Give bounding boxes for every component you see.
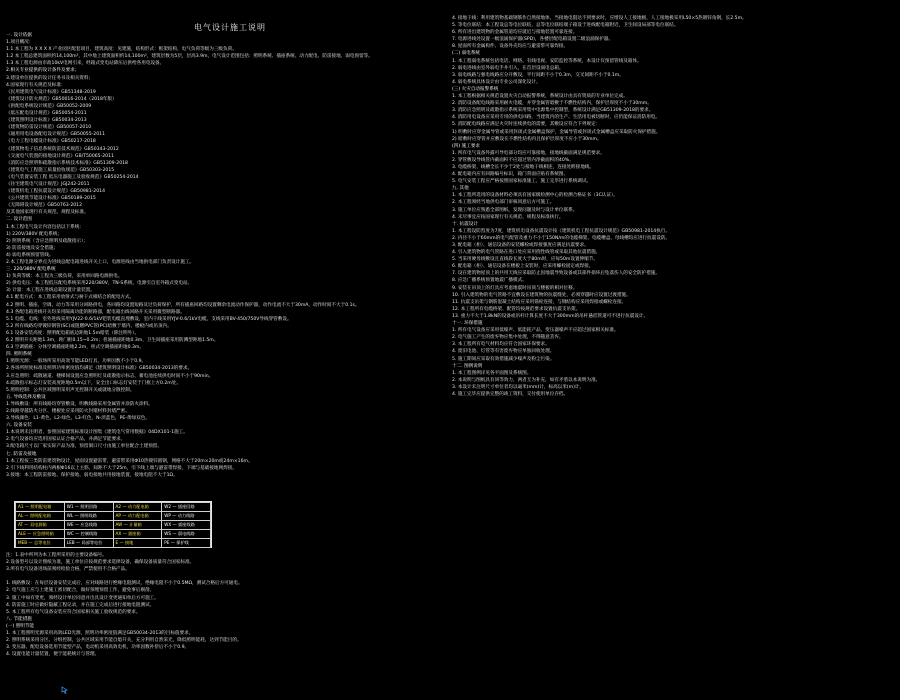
table-cell: WS — 弱电线路: [162, 530, 211, 539]
text-line: 5. 施工期间应采取有效措施减少噪声及粉尘污染。: [452, 356, 555, 362]
table-cell: ALE — 应急照明箱: [16, 530, 65, 539]
text-line: 五. 导线选择及敷设: [6, 394, 46, 400]
text-line: 3.应急照明：疏散通道、楼梯间设置应急照明灯及疏散指示标志，蓄电池连续供电时间不小于90min。: [6, 373, 214, 379]
text-line: 《民用建筑电气设计标准》GB51348-2019: [6, 89, 96, 95]
text-line: 4) 弱电系统预留管线。: [6, 252, 54, 258]
text-line: 1.1 本工程为 X X X X 产业园区配套项目，建筑高度：见建施，结构形式：框架结构，电气负荷等级为三级负荷。: [6, 47, 237, 53]
text-line: 1.导线敷设：所有线路均穿管敷设，明敷线路采用金属管并涂防火涂料。: [6, 401, 153, 407]
text-line: 《建筑设计防火规范》GB50016-2014（2018年版）: [6, 96, 117, 102]
text-line: 九. 其他: [452, 186, 469, 192]
text-line: 2. 电气施工应与土建施工密切配合，做好预埋预留工作，避免事后剔凿。: [6, 588, 155, 594]
text-line: 6. 所有进出建筑物的金属管道均应就近与接地装置可靠连接。: [452, 30, 578, 36]
text-line: 六. 设备安装: [6, 423, 32, 429]
text-line: 4. 未尽事宜应按国家现行有关规范、规程及标准执行。: [452, 214, 564, 220]
pointer-icon: [61, 686, 69, 694]
text-line: 2. 本说明与图纸具有同等效力，两者互为补充，如有矛盾以本说明为准。: [452, 377, 601, 383]
text-line: 2. 弱电进线由室外弱电手井引入，在首层设弱电总箱。: [452, 65, 564, 71]
text-line: 3.所有电气设备进场前须经检验合格，严禁使用不合格产品。: [6, 567, 130, 573]
code-table: [15, 502, 211, 548]
text-line: 4.1 配电方式：本工程采用放射式与树干式相结合的配电方式。: [6, 295, 135, 301]
text-line: 3. 弱电线路与强电线路应分开敷设，平行间距不小于0.3m，交叉间距不小于0.1m。: [452, 72, 624, 78]
text-line: 《通用用电设备配电设计规范》GB50055-2011: [6, 132, 105, 138]
table-cell: AT — 双电源箱: [16, 521, 65, 530]
table-cell: AX — 插座箱: [113, 530, 162, 539]
text-line: 7. 设在建筑物屋顶上的共用天线应采取防止因地震导致设备或其部件损坏后坠落伤人的安全防护措施。: [452, 271, 660, 277]
left-text-column: [6, 32, 438, 479]
text-line: 3.配电箱尺寸以厂家实际产品为准，预留洞口尺寸由施工单位配合土建预留。: [6, 444, 162, 450]
text-line: 1.3 本工程电源由市政10kV电网引来，经箱式变电站降压后供给各用电设备。: [6, 61, 165, 67]
equipment-code-table: [14, 501, 212, 548]
text-line: 2. 内径不小于60mm的电气配管及重力不小于150N/m的电缆梯架、电缆槽盒、母线槽均应进行抗震设防。: [452, 235, 671, 241]
text-line: 5. 消防配电线路应满足火灾时连续供电的需要，其敷设应符合下列规定：: [452, 122, 601, 128]
text-line: 3.建设单位提供的设计任务书及相关资料；: [6, 75, 94, 81]
text-line: 3.导线颜色：L1-黄色，L2-绿色，L3-红色，N-淡蓝色，PE-黄绿双色。: [6, 416, 150, 422]
text-line: 4.国家现行有关规范及标准：: [6, 82, 66, 88]
text-line: 三. 220/380V 配电系统: [6, 267, 56, 273]
text-line: 1.2 本工程总建筑面积约14,100m²，其中地上建筑面积约14,100m²，建筑层数为5层，层高3.9m，电气设计范围包括：照明系统、插座系统、动力配电、防雷接地、弱电预留等。: [6, 54, 373, 60]
table-cell: AP — 动力配电箱: [113, 512, 162, 521]
text-line: 4. 防雷施工时应做好隐蔽工程记录，并在施工完成后进行接地电阻测试。: [6, 602, 155, 608]
table-row: [16, 539, 211, 548]
text-line: 1. 线路敷设：在每层设备安装完成后，应对线路进行绝缘电阻测试，绝缘电阻不小于0.5MΩ，测试合格后方可通电。: [6, 581, 243, 587]
text-line: 8. 应急广播系统预置地震广播模式。: [452, 278, 527, 284]
text-line: 3. 本工程所有电气材料均应符合国家环保要求。: [452, 342, 550, 348]
text-line: 10. 引入建筑物的电气管路不宜敷设在建筑物的抗震缝处，必须穿越时应设置过渡措施。: [452, 292, 631, 298]
text-line: 6.3 空调插座：分体空调插座距地2.2m，柜式空调插座距地0.3m。: [6, 345, 144, 351]
text-line: 1. 所有电气设备应采用低噪声、低能耗产品，变压器噪声不应超过国家相关标准。: [452, 328, 619, 334]
text-line: 1) 明敷时应穿金属导管或采用封闭式金属槽盒保护，金属导管或封闭式金属槽盒应采取防火保护措施。: [452, 129, 661, 135]
text-line: 1.本工程按三类防雷建筑物设计，屋面设置避雷带，避雷带采用Φ10热镀锌圆钢，网格不大于20m×20m或24m×16m。: [6, 458, 253, 464]
text-line: 2) 照明系统（含应急照明及疏散指示）；: [6, 238, 88, 244]
right-text-column: [452, 15, 894, 398]
text-line: 4. 废旧电池、灯管等有害废弃物应单独回收处理。: [452, 349, 555, 355]
text-line: 2.本工程电源分界点为进线总配电箱进线开关上口，电源进线由当地供电部门负责设计施工。: [6, 260, 195, 265]
text-line: 《住宅建筑电气设计规范》JGJ242-2011: [6, 181, 90, 187]
text-line: 3.接地：本工程防雷接地、保护接地、弱电接地共用接地装置，接地电阻不大于1Ω。: [6, 472, 178, 478]
table-cell: A1 — 照明配电箱: [16, 503, 65, 512]
text-line: 5. 本工程所有电气设备安装应符合国家相关施工验收规范的要求。: [6, 609, 141, 615]
text-line: 4. 引入建筑物的电气管路在进口处应采用挠性线管或采取其他抗震措施。: [452, 250, 601, 256]
text-line: 4. 施工完毕应提供完整的竣工资料，交付使用单位存档。: [452, 391, 569, 397]
text-line: 7. 电源进线处设置一级浪涌保护器(SPD)，各楼层配电箱设置二级浪涌保护器。: [452, 37, 614, 43]
text-line: 1. 本工程弱电系统包括电话、网络、有线电视、安防监控等系统，本设计仅预留管线及箱体。: [452, 58, 642, 64]
text-line: 《公共建筑节能设计标准》GB50189-2015: [6, 196, 96, 202]
text-line: 十一. 环保措施: [452, 321, 483, 327]
text-line: 四. 照明系统: [6, 352, 32, 358]
table-cell: WX — 插座线路: [162, 521, 211, 530]
text-line: 《电力工程电缆设计标准》GB50217-2018: [6, 139, 96, 145]
text-line: 3. 电缆桥架、线槽全长不少于2处与接地干线相连，连接处跨接地线。: [452, 164, 594, 170]
text-line: 及其他国家现行有关规范、规程及标准。: [6, 210, 89, 216]
text-line: 2.相关专业提供的设计条件及要求；: [6, 68, 80, 74]
text-line: 8. 屋面所有金属构件、设备外壳均应与避雷带可靠焊接。: [452, 44, 569, 50]
table-cell: WE — 应急线路: [64, 521, 113, 530]
text-line: 2.引下线利用结构柱内两根Φ16以上主筋，间距不大于25m，引下线上端与避雷带焊接，下端与基础接地网焊接。: [6, 465, 237, 471]
text-line: 1. 本工程图例详见各平面图及系统图。: [452, 370, 532, 376]
text-line: 4.疏散指示标志灯安装高度距地0.5m以下，安全出口标志灯安装于门框上方0.2m处。: [6, 380, 181, 386]
text-line: 4. 弱电系统具体设计由专业公司深化设计。: [452, 79, 541, 85]
table-cell: LEB — 局部等电位: [64, 539, 113, 548]
text-line: (一) 照明节能: [6, 623, 35, 629]
text-line: 5. 当采用硬母线敷设且直线段长度大于80m时，应每50m设置伸缩节。: [452, 257, 598, 263]
text-line: 3. 配电箱（柜）、通信设备的安装螺栓或焊接强度应满足抗震要求。: [452, 243, 589, 248]
table-row: [16, 503, 211, 512]
text-line: 2. 本工程须经当地供电部门审核同意后方可施工。: [452, 200, 555, 206]
text-line: 2.电气设备均应选用国家认证合格产品，并满足节能要求。: [6, 437, 126, 443]
text-line: 二. 设计范围: [6, 217, 32, 223]
text-line: 《电气装置安装工程 低压电器施工及验收规范》GB50254-2014: [6, 174, 139, 180]
table-cell: PE — 保护线: [162, 539, 211, 548]
page-title: 电气设计施工说明: [194, 23, 266, 32]
text-line: 6. 配电箱（柜）、通信设备在楼板上安装时，应采用螺栓固定或焊接。: [452, 264, 594, 270]
table-row: [16, 530, 211, 539]
table-cell: E — 接地: [113, 539, 162, 548]
table-cell: A2 — 动力配电箱: [113, 503, 162, 512]
text-line: [6, 573, 438, 580]
text-line: 十二. 图例说明: [452, 363, 483, 369]
text-line: 2. 电气施工产生的废弃物应集中处理，不得随意丢弃。: [452, 335, 564, 341]
table-cell: AL — 照明配电箱: [16, 512, 65, 521]
text-line: 9. 安装在吊顶上的灯具应考虑地震时吊顶与楼板的相对位移。: [452, 285, 578, 291]
text-line: 3. 消防应急照明及疏散指示系统采用集中电源集中控制型，系统设计满足GB51309-2018的要求。: [452, 108, 654, 114]
text-line: 4. 设置电能计量装置，便于能耗统计与管理。: [6, 652, 100, 658]
table-cell: W1 — 照明回路: [64, 503, 113, 512]
text-line: 1) 负荷等级：本工程为三级负荷，采用单回路电源供电。: [6, 274, 123, 280]
text-line: 2) 暗敷时应穿管并应敷设在不燃性结构内且保护层厚度不应小于30mm。: [452, 136, 602, 142]
text-line: 《消防应急照明和疏散指示系统技术标准》GB51309-2018: [6, 160, 128, 166]
text-line: 《建筑电气工程施工质量验收规范》GB50303-2015: [6, 167, 115, 173]
text-line: 七. 防雷及接地: [6, 451, 37, 457]
text-line: 2. 穿管敷设导线管内截面积不应超过管内净截面积的40%。: [452, 157, 574, 163]
text-line: 6.1 设备安装高度：照明配电箱底边距地1.5m暗装（除注明外）。: [6, 330, 140, 336]
text-line: 3. 施工单位应熟悉全部图纸，发现问题及时与设计单位联系。: [452, 207, 578, 213]
text-line: 2. 照明系统采用分区、分组控制，公共区域采用节能自熄开关，充分利用自然采光，降低照明能耗，达到节能目的。: [6, 638, 242, 644]
table-cell: WP — 动力线路: [162, 512, 211, 521]
table-cell: AW — 计量箱: [113, 521, 162, 530]
text-line: 《建筑物防雷设计规范》GB50057-2010: [6, 125, 92, 131]
table-row: [16, 521, 211, 530]
text-line: (三) 火灾自动报警系统: [452, 86, 499, 92]
text-line: (四) 施工要求: [452, 143, 481, 149]
text-line: 3. 施工中如有变更，须经设计单位同意并出具设计变更通知单后方可施工。: [6, 595, 159, 601]
table-cell: W2 — 插座回路: [162, 503, 211, 512]
text-line: 4.2 照明、插座、空调、动力等采用分回路供电，各回路均设置短路及过负荷保护，所有插座回路均设置剩余电流动作保护器，动作电流不大于30mA，动作时间不大于0.1s。: [6, 302, 360, 308]
text-line: 3) 计量：本工程在进线总箱设置计量装置。: [6, 288, 95, 294]
text-line: (二) 弱电系统: [452, 51, 481, 57]
text-line: 1. 本工程所选用的设备材料必须具有国家级检测中心的检测合格证书（3C认证）。: [452, 193, 618, 199]
text-line: 12. 本工程所有电缆桥架、配管均按规范要求设置抗震支吊架。: [452, 306, 581, 312]
text-line: 《供配电系统设计规范》GB50052-2009: [6, 103, 92, 109]
text-line: 1) 220V/380V 配电系统；: [6, 231, 62, 237]
text-line: 1.本说明未注明者，参照国家建筑标准设计图集《建筑电气常用数据》04DX101-1施工。: [6, 430, 188, 436]
text-line: 1. 本工程根据相关规范设置火灾自动报警系统，系统设计由具有资质的专业单位完成。: [452, 94, 628, 100]
text-line: 《交流电气装置的接地设计规范》GB/T50065-2011: [6, 153, 114, 159]
text-line: 4.3 各配电箱进线开关均采用隔离功能的断路器，配电箱出线回路开关采用微型断路器。: [6, 309, 185, 315]
text-line: 5. 等电位联结：本工程设总等电位联结，总等电位联结端子箱设于进线配电箱附近，卫生间设局部等电位联结。: [452, 23, 679, 29]
text-line: 《建筑机电工程抗震设计规范》GB50981-2014: [6, 189, 105, 195]
text-line: 2. 消防设备配电线路采用耐火电缆，并穿金属管暗敷于不燃性结构内，保护层厚度不小于30mm。: [452, 101, 652, 107]
text-line: 3. 变压器、配电设备选用节能型产品，电动机采用高效电机，功率因数补偿后不小于0.9。: [6, 645, 190, 651]
table-cell: WC — 控制线路: [64, 530, 113, 539]
text-line: 3) 防雷接地及安全措施；: [6, 245, 59, 251]
text-line: 3. 本设计未注明尺寸单位者均以毫米(mm)计，标高以米(m)计。: [452, 384, 585, 390]
text-line: 注：1.表中所列为本工程所采用的主要设备编号。: [6, 553, 107, 558]
text-line: 5.1 电缆、电线：室外进线采用YJV22-0.6/1kV铠装电缆直埋敷设，室内干线采用YJV-0.6/1kV电缆，支线采用BV-450/750V导线穿管敷设。: [6, 316, 292, 322]
text-line: 5. 电气安装工程应严格按照国家标准施工，施工完毕进行系统调试。: [452, 179, 592, 185]
text-line: 5.2 所有线路均穿镀锌钢管(SC)或阻燃PVC管(PC)暗敷于墙内、楼板内或吊顶内。: [6, 323, 172, 329]
text-line: 4. 配电箱内应有回路编号标识，箱门背面应贴有系统图。: [452, 172, 569, 178]
text-line: 4. 消防用电设备应采用专用的供电回路，当建筑内的生产、生活用电被切断时，应仍能保证消防用电。: [452, 115, 660, 121]
left-text-column-bottom: [6, 552, 438, 658]
text-line: 八. 节能措施: [6, 616, 32, 622]
text-line: 1.本工程电气设计内容包括以下系统：: [6, 224, 84, 230]
text-line: 2.线路穿越防火分区、楼板处应采用防火封堵材料封堵严密。: [6, 408, 130, 414]
text-line: 1. 本工程设防烈度为7度，建筑机电设备抗震设计按《建筑机电工程抗震设计规范》GB50981-2014执行。: [452, 228, 671, 234]
text-line: 1.照明光源：一般场所采用高效节能LED灯具，功率因数不小于0.9。: [6, 359, 147, 365]
text-line: 1.项目概况：: [6, 40, 34, 46]
text-line: 《无障碍设计规范》GB50763-2012: [6, 203, 83, 209]
table-row: [16, 512, 211, 521]
text-line: 4. 接地干线：利用建筑物基础钢筋作自然接地体，当接地电阻达不到要求时，应增设人工接地极，人工接地极采用L50×5热镀锌角钢，长2.5m。: [452, 16, 747, 21]
text-line: 《建筑物电子信息系统防雷技术规范》GB50343-2012: [6, 146, 119, 152]
table-cell: WL — 照明线路: [64, 512, 113, 521]
text-line: 《低压配电设计规范》GB50054-2011: [6, 111, 87, 117]
text-line: 1. 所有电气设备外露可导电部分均应可靠接地，接地线截面满足规范要求。: [452, 150, 605, 156]
text-line: 2.各场所照度标准及照明功率密度值均满足《建筑照明设计标准》GB50034-2013的要求。: [6, 366, 193, 372]
table-cell: MEB — 总等电位: [16, 539, 65, 548]
text-line: 《建筑照明设计标准》GB50034-2013: [6, 118, 87, 124]
text-line: 13. 重力不大于1.8kN的设备或吊杆计算长度不大于300mm的吊杆悬挂管道可不进行抗震设计。: [452, 313, 649, 319]
text-line: 十. 抗震设计: [452, 221, 478, 227]
text-line: 6.2 照明开关距地1.3m，距门框0.15~0.2m；普通插座距地0.3m，卫生间插座采用防溅型距地1.5m。: [6, 338, 219, 344]
text-line: 一. 设计依据: [6, 33, 32, 38]
text-line: 1. 本工程照明光源采用高效LED光源，照明功率密度值满足GB50034-2013的目标值要求。: [6, 631, 194, 637]
text-line: 11. 抗震支吊架与钢筋混凝土结构应采用锚栓连接，与钢结构应采用焊接或螺栓连接。: [452, 299, 627, 305]
text-line: 5.照明控制：公共区域照明采用声光控制开关或就地分散控制。: [6, 387, 135, 393]
text-line: 2.设备型号以设计图纸为准，施工单位应按规范要求选择设备，确保设备质量符合国家标准。: [6, 560, 195, 566]
text-line: 2) 供电电压：本工程低压配电系统采用220/380V，TN-S系统，电源引自室外箱式变电站。: [6, 281, 193, 287]
